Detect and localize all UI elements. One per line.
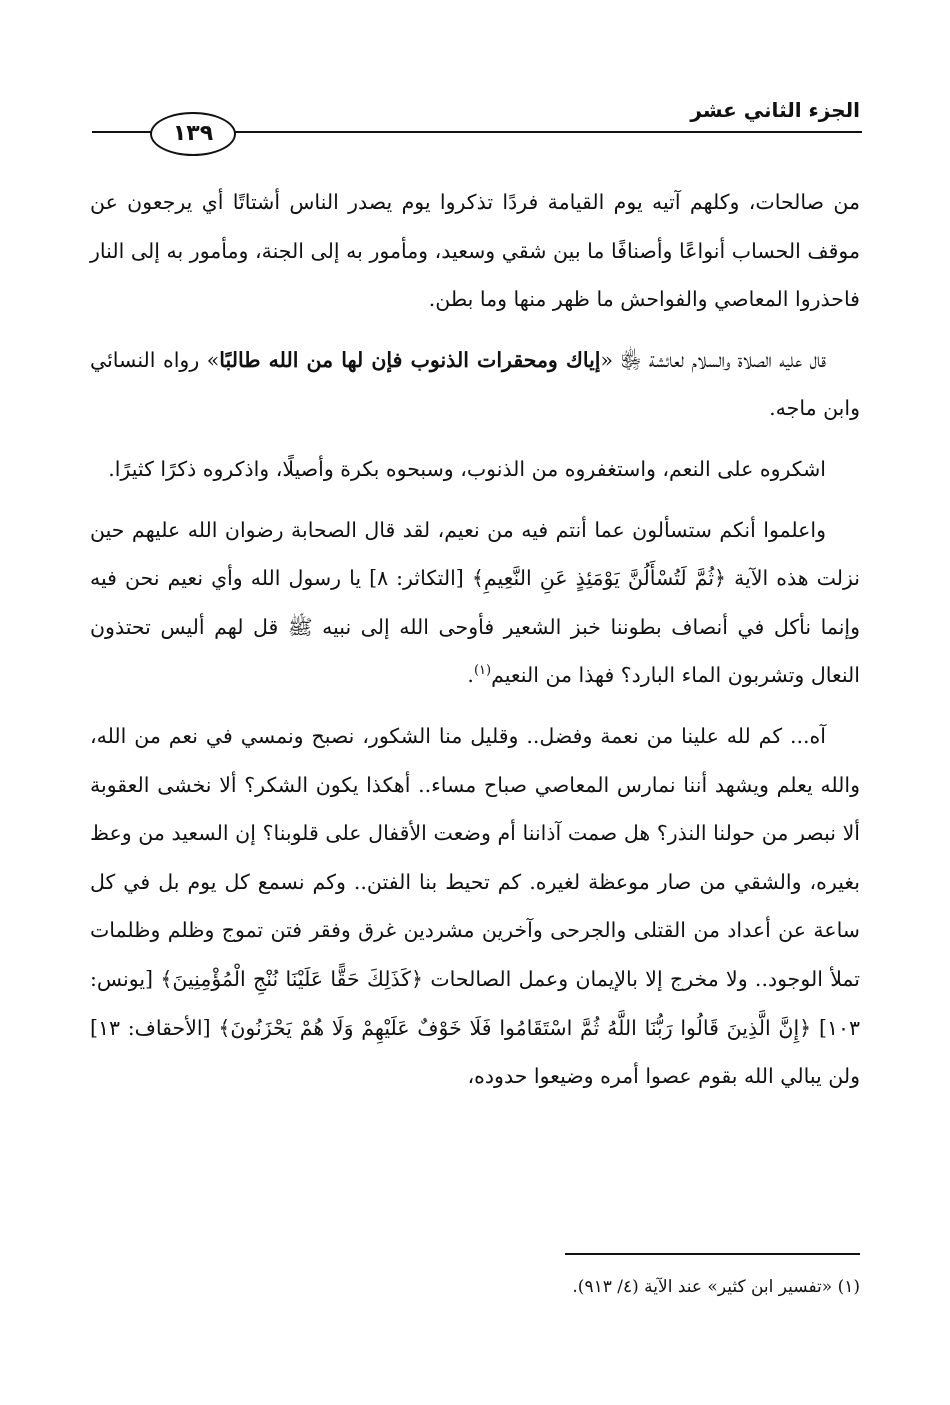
paragraph-3: اشكروه على النعم، واستغفروه من الذنوب، وسبحوه بكرة وأصيلًا، واذكروه ذكرًا كثيرًا. xyxy=(108,456,826,481)
hadith-text: إياك ومحقرات الذنوب فإن لها من الله طالبًا xyxy=(219,347,601,372)
hadith-intro: قال عليه الصلاة والسلام لعائشة ﵂ « xyxy=(600,347,826,372)
paragraph-4-text-b: [التكاثر: ٨] يا رسول الله وأي نعيم نحن فيه وإنما نأكل في أنصاف بطوننا خبز الشعير فأوحى الله إلى نبيه ﷺ قل لهم أليس تحتذون النعال وتشربون الماء البارد؟ فهذا من النعيم xyxy=(90,566,860,688)
paragraph-5-text-a: آه... كم لله علينا من نعمة وفضل.. وقليل منا الشكور، نصبح ونمسي في نعم من الله، والله يعلم ويشهد أننا نمارس المعاصي صباح مساء.. أهكذا يكون الشكر؟ ألا نخشى العقوبة ألا نبصر من حولنا النذر؟ هل صمت آذاننا أم وضعت الأقفال على قلوبنا؟ إن السعيد من وعظ بغيره، والشقي من صار موعظة لغيره. كم تحيط بنا الفتن.. وكم نسمع كل يوم بل في كل ساعة عن أعداد من القتلى والجرحى وآخرين مشردين غرق وفقر فتن تموج وظلم وظلمات تملأ الوجود.. ولا مخرج إلا بالإيمان وعمل الصالحات xyxy=(90,723,860,991)
verse-ref-ahqaf: [الأحقاف: ١٣] xyxy=(90,1015,219,1040)
paragraph-1: من صالحات، وكلهم آتيه يوم القيامة فردًا تذكروا يوم يصدر الناس أشتاتًا أي يرجعون عن موقف الحساب أنواعًا وأصنافًا ما بين شقي وسعيد، ومأمور به إلى الجنة، ومأمور به إلى النار فاحذروا المعاصي والفواحش ما ظهر منها وما بطن. xyxy=(90,190,860,312)
footnote-1: (١) «تفسير ابن كثير» عند الآية (٤/ ٩١٣). xyxy=(572,1277,860,1297)
paragraph-4-end: . xyxy=(467,663,474,688)
quran-verse-yunus: ﴿كَذَلِكَ حَقًّا عَلَيْنَا نُنْجِ الْمُؤْمِنِينَ﴾ xyxy=(160,966,424,991)
footnote-reference[interactable]: (١) xyxy=(473,663,492,679)
page-number-badge: ١٣٩ xyxy=(150,112,236,156)
paragraph-2 xyxy=(90,336,860,433)
footnote-rule xyxy=(565,1253,860,1255)
main-text xyxy=(90,178,860,1113)
verse-ref-yunus: [يونس: ١٠٣] xyxy=(90,966,860,1040)
quran-verse-takathur: ﴿ثُمَّ لَتُسْأَلُنَّ يَوْمَئِذٍ عَنِ النَّعِيمِ﴾ xyxy=(471,566,727,591)
paragraph-5-text-b: ولن يبالي الله بقوم عصوا أمره وضيعوا حدوده، xyxy=(467,1064,860,1089)
hadith-source: » رواه النسائي وابن ماجه. xyxy=(90,347,860,421)
quran-verse-ahqaf: ﴿إِنَّ الَّذِينَ قَالُوا رَبُّنَا اللَّهُ ثُمَّ اسْتَقَامُوا فَلَا خَوْفٌ عَلَيْهِمْ وَلَا هُمْ يَحْزَنُونَ﴾ xyxy=(218,1015,812,1040)
running-title: الجزء الثاني عشر xyxy=(690,98,860,122)
paragraph-5 xyxy=(90,712,860,1101)
paragraph-4-text-a: واعلموا أنكم ستسألون عما أنتم فيه من نعيم، لقد قال الصحابة رضوان الله عليهم حين نزلت هذه الآية xyxy=(90,517,860,591)
paragraph-4 xyxy=(90,506,860,700)
